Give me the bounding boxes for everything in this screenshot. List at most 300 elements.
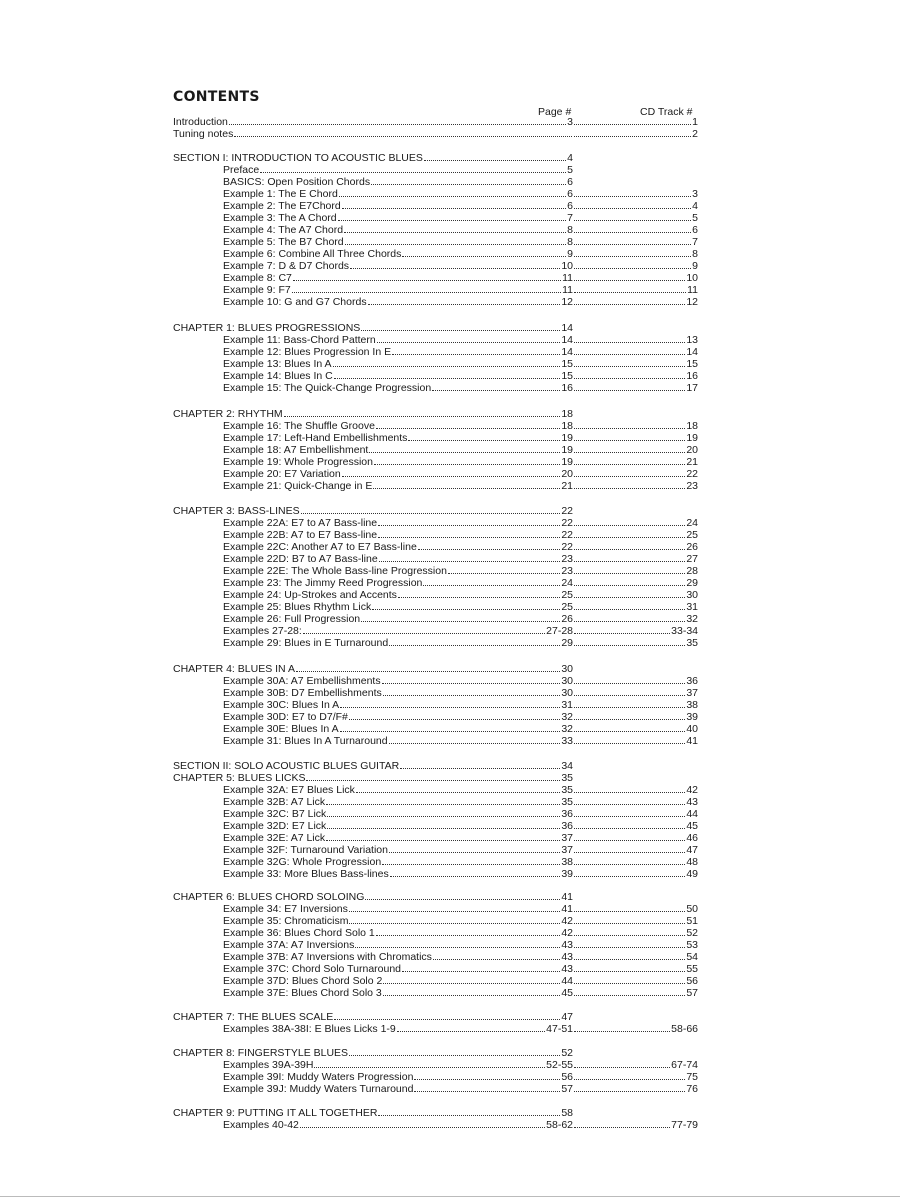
entry-page-number: 5 xyxy=(567,164,573,176)
entry-track-group xyxy=(573,939,698,951)
toc-example-entry xyxy=(173,248,698,260)
entry-cd-track: 18 xyxy=(686,420,698,432)
toc-example-entry xyxy=(173,358,698,370)
entry-page-group xyxy=(173,784,573,796)
entry-page-number: 4 xyxy=(567,152,573,164)
entry-cd-track: 32 xyxy=(686,613,698,625)
dot-leader xyxy=(574,208,691,209)
toc-example-entry xyxy=(173,963,698,975)
entry-track-group xyxy=(573,915,698,927)
entry-title: Example 24: Up-Strokes and Accents xyxy=(223,589,397,601)
entry-track-group xyxy=(573,212,698,224)
entry-page-number: 52 xyxy=(561,1047,573,1059)
entry-page-group xyxy=(173,987,573,999)
table-of-contents xyxy=(173,116,698,1131)
entry-track-group xyxy=(573,687,698,699)
toc-example-entry xyxy=(173,260,698,272)
dot-leader xyxy=(574,1031,670,1032)
entry-page-group xyxy=(173,808,573,820)
entry-page-number: 22 xyxy=(561,529,573,541)
entry-page-number: 11 xyxy=(562,272,573,284)
dot-leader xyxy=(574,1067,670,1068)
dot-leader xyxy=(574,935,685,936)
dot-leader xyxy=(574,959,685,960)
dot-leader xyxy=(574,743,685,744)
entry-page-number: 57 xyxy=(561,1083,573,1095)
dot-leader xyxy=(448,573,560,574)
entry-page-group xyxy=(173,236,573,248)
dot-leader xyxy=(574,585,685,586)
toc-example-entry xyxy=(173,529,698,541)
dot-leader xyxy=(376,428,560,429)
toc-example-entry xyxy=(173,699,698,711)
entry-page-group xyxy=(173,663,573,675)
entry-page-number: 14 xyxy=(561,334,573,346)
entry-cd-track: 2 xyxy=(692,128,698,140)
dot-leader xyxy=(382,864,560,865)
entry-track-group xyxy=(573,1059,698,1071)
entry-track-group xyxy=(573,613,698,625)
entry-page-group xyxy=(173,432,573,444)
dot-leader xyxy=(338,220,567,221)
entry-title: Example 16: The Shuffle Groove xyxy=(223,420,375,432)
entry-page-group xyxy=(173,200,573,212)
dot-leader xyxy=(260,172,566,173)
dot-leader xyxy=(402,971,560,972)
dot-leader xyxy=(574,452,685,453)
entry-page-group xyxy=(173,687,573,699)
entry-page-group xyxy=(173,796,573,808)
entry-page-number: 25 xyxy=(561,589,573,601)
entry-page-number: 42 xyxy=(561,927,573,939)
dot-leader xyxy=(383,995,561,996)
toc-group xyxy=(173,408,698,492)
toc-group xyxy=(173,1047,698,1095)
entry-page-group xyxy=(173,358,573,370)
entry-page-number: 15 xyxy=(561,358,573,370)
entry-page-number: 20 xyxy=(561,468,573,480)
dot-leader xyxy=(574,1127,670,1128)
entry-cd-track: 20 xyxy=(686,444,698,456)
entry-cd-track: 4 xyxy=(692,200,698,212)
entry-page-number: 26 xyxy=(561,613,573,625)
dot-leader xyxy=(292,292,561,293)
dot-leader xyxy=(423,585,560,586)
toc-section-entry xyxy=(173,152,698,164)
entry-track-group xyxy=(573,517,698,529)
entry-track-group xyxy=(573,784,698,796)
entry-page-number: 18 xyxy=(561,408,573,420)
entry-page-group xyxy=(173,468,573,480)
entry-page-group xyxy=(173,334,573,346)
entry-page-number: 18 xyxy=(561,420,573,432)
entry-page-number: 56 xyxy=(561,1071,573,1083)
entry-title: Example 22C: Another A7 to E7 Bass-line xyxy=(223,541,417,553)
entry-title: Example 32A: E7 Blues Lick xyxy=(223,784,355,796)
entry-page-number: 43 xyxy=(561,963,573,975)
entry-page-group xyxy=(173,589,573,601)
entry-title: CHAPTER 5: BLUES LICKS xyxy=(173,772,306,784)
dot-leader xyxy=(382,683,561,684)
dot-leader xyxy=(234,136,572,137)
entry-cd-track: 16 xyxy=(686,370,698,382)
entry-cd-track: 10 xyxy=(686,272,698,284)
entry-page-number: 41 xyxy=(561,891,573,903)
entry-track-group xyxy=(573,637,698,649)
dot-leader xyxy=(389,743,561,744)
entry-track-group xyxy=(573,832,698,844)
dot-leader xyxy=(433,959,560,960)
entry-cd-track: 12 xyxy=(686,296,698,308)
entry-title: SECTION I: INTRODUCTION TO ACOUSTIC BLUES xyxy=(173,152,423,164)
entry-page-group xyxy=(173,420,573,432)
entry-cd-track: 56 xyxy=(686,975,698,987)
entry-cd-track: 45 xyxy=(686,820,698,832)
entry-track-group xyxy=(573,370,698,382)
entry-page-number: 8 xyxy=(567,236,573,248)
entry-page-group xyxy=(173,963,573,975)
dot-leader xyxy=(372,609,560,610)
dot-leader xyxy=(574,804,685,805)
entry-page-number: 42 xyxy=(561,915,573,927)
entry-title: Example 30D: E7 to D7/F# xyxy=(223,711,348,723)
entry-cd-track: 14 xyxy=(686,346,698,358)
dot-leader xyxy=(355,947,560,948)
entry-page-number: 10 xyxy=(561,260,573,272)
entry-title: Preface xyxy=(223,164,260,176)
entry-page-group xyxy=(173,832,573,844)
toc-example-entry xyxy=(173,284,698,296)
dot-leader xyxy=(296,671,560,672)
toc-example-entry xyxy=(173,553,698,565)
entry-cd-track: 3 xyxy=(692,188,698,200)
dot-leader xyxy=(574,971,685,972)
entry-page-group xyxy=(173,541,573,553)
toc-example-entry xyxy=(173,1023,698,1035)
dot-leader xyxy=(574,537,685,538)
entry-title: Example 25: Blues Rhythm Lick xyxy=(223,601,372,613)
entry-cd-track: 25 xyxy=(686,529,698,541)
entry-track-group xyxy=(573,296,698,308)
toc-example-entry xyxy=(173,200,698,212)
entry-page-number: 25 xyxy=(561,601,573,613)
dot-leader xyxy=(376,935,561,936)
entry-title: SECTION II: SOLO ACOUSTIC BLUES GUITAR xyxy=(173,760,400,772)
entry-title: Example 37D: Blues Chord Solo 2 xyxy=(223,975,383,987)
dot-leader xyxy=(339,196,566,197)
toc-section-entry xyxy=(173,663,698,675)
dot-leader xyxy=(574,792,685,793)
dot-leader xyxy=(574,947,685,948)
entry-title: Examples 39A-39H xyxy=(223,1059,314,1071)
group-spacer xyxy=(173,140,698,152)
entry-track-group xyxy=(573,116,698,128)
entry-page-number: 34 xyxy=(561,760,573,772)
entry-cd-track: 77-79 xyxy=(671,1119,698,1131)
entry-cd-track: 37 xyxy=(686,687,698,699)
entry-cd-track: 17 xyxy=(686,382,698,394)
entry-title: Example 32D: E7 Lick xyxy=(223,820,327,832)
dot-leader xyxy=(574,525,685,526)
dot-leader xyxy=(327,828,560,829)
entry-track-group xyxy=(573,577,698,589)
page-title: CONTENTS xyxy=(173,89,260,105)
entry-title: Tuning notes xyxy=(173,128,234,140)
entry-page-number: 24 xyxy=(561,577,573,589)
dot-leader xyxy=(574,378,685,379)
entry-page-group xyxy=(173,844,573,856)
entry-title: CHAPTER 8: FINGERSTYLE BLUES xyxy=(173,1047,349,1059)
group-spacer xyxy=(173,1035,698,1047)
entry-track-group xyxy=(573,963,698,975)
entry-track-group xyxy=(573,444,698,456)
dot-leader xyxy=(414,1091,560,1092)
dot-leader xyxy=(574,428,685,429)
entry-cd-track: 11 xyxy=(687,284,698,296)
entry-page-number: 37 xyxy=(561,844,573,856)
dot-leader xyxy=(574,280,685,281)
entry-cd-track: 15 xyxy=(686,358,698,370)
entry-page-number: 3 xyxy=(567,116,573,128)
dot-leader xyxy=(574,621,685,622)
entry-title: Example 17: Left-Hand Embellishments xyxy=(223,432,408,444)
dot-leader xyxy=(574,561,685,562)
entry-track-group xyxy=(573,975,698,987)
entry-page-group xyxy=(173,408,573,420)
entry-page-group xyxy=(173,128,573,140)
entry-cd-track: 41 xyxy=(686,735,698,747)
entry-track-group xyxy=(573,769,698,772)
entry-page-number: 58-62 xyxy=(546,1119,573,1131)
dot-leader xyxy=(365,899,560,900)
entry-page-number: 9 xyxy=(567,248,573,260)
toc-example-entry xyxy=(173,951,698,963)
toc-example-entry xyxy=(173,975,698,987)
entry-page-group xyxy=(173,212,573,224)
dot-leader xyxy=(574,731,685,732)
entry-title: Example 34: E7 Inversions xyxy=(223,903,348,915)
entry-title: Example 11: Bass-Chord Pattern xyxy=(223,334,376,346)
toc-section-entry xyxy=(173,505,698,517)
entry-page-group xyxy=(173,517,573,529)
dot-leader xyxy=(326,804,560,805)
entry-page-group xyxy=(173,505,573,517)
toc-example-entry xyxy=(173,565,698,577)
entry-page-group xyxy=(173,224,573,236)
entry-title: Example 37B: A7 Inversions with Chromatics xyxy=(223,951,432,963)
entry-page-group xyxy=(173,975,573,987)
entry-track-group xyxy=(573,468,698,480)
dot-leader xyxy=(340,707,560,708)
dot-leader xyxy=(574,983,685,984)
entry-track-group xyxy=(573,903,698,915)
toc-group xyxy=(173,663,698,747)
dot-leader xyxy=(574,995,685,996)
page-number-header: Page # xyxy=(538,106,572,118)
entry-track-group xyxy=(573,1071,698,1083)
entry-cd-track: 43 xyxy=(686,796,698,808)
toc-example-entry xyxy=(173,903,698,915)
entry-track-group xyxy=(573,128,698,140)
entry-page-group xyxy=(173,322,573,334)
entry-title: Example 32E: A7 Lick xyxy=(223,832,326,844)
entry-track-group xyxy=(573,260,698,272)
entry-cd-track: 52 xyxy=(686,927,698,939)
toc-example-entry xyxy=(173,856,698,868)
group-spacer xyxy=(173,999,698,1011)
entry-track-group xyxy=(573,699,698,711)
toc-example-entry xyxy=(173,480,698,492)
dot-leader xyxy=(383,983,560,984)
dot-leader xyxy=(334,378,561,379)
toc-section-entry xyxy=(173,1107,698,1119)
entry-page-number: 43 xyxy=(561,939,573,951)
entry-track-group xyxy=(573,456,698,468)
entry-track-group xyxy=(573,589,698,601)
dot-leader xyxy=(349,923,560,924)
entry-page-number: 45 xyxy=(561,987,573,999)
entry-page-group xyxy=(173,1023,573,1035)
entry-cd-track: 49 xyxy=(686,868,698,880)
entry-cd-track: 9 xyxy=(692,260,698,272)
dot-leader xyxy=(574,136,691,137)
entry-page-group xyxy=(173,1059,573,1071)
dot-leader xyxy=(574,488,685,489)
entry-page-group xyxy=(173,444,573,456)
dot-leader xyxy=(574,244,691,245)
dot-leader xyxy=(390,876,561,877)
toc-section-entry xyxy=(173,772,698,784)
toc-example-entry xyxy=(173,296,698,308)
entry-page-number: 23 xyxy=(561,565,573,577)
entry-title: Example 31: Blues In A Turnaround xyxy=(223,735,388,747)
entry-page-group xyxy=(173,856,573,868)
entry-title: CHAPTER 3: BASS-LINES xyxy=(173,505,300,517)
entry-page-group xyxy=(173,613,573,625)
dot-leader xyxy=(574,633,670,634)
entry-title: BASICS: Open Position Chords xyxy=(223,176,371,188)
entry-track-group xyxy=(573,1119,698,1131)
toc-section-entry xyxy=(173,760,698,772)
toc-example-entry xyxy=(173,723,698,735)
entry-title: CHAPTER 9: PUTTING IT ALL TOGETHER xyxy=(173,1107,378,1119)
toc-example-entry xyxy=(173,844,698,856)
toc-example-entry xyxy=(173,832,698,844)
dot-leader xyxy=(574,292,686,293)
dot-leader xyxy=(574,923,685,924)
entry-page-number: 58 xyxy=(561,1107,573,1119)
entry-track-group xyxy=(573,236,698,248)
toc-example-entry xyxy=(173,444,698,456)
dot-leader xyxy=(574,1079,685,1080)
entry-cd-track: 50 xyxy=(686,903,698,915)
dot-leader xyxy=(424,160,566,161)
entry-page-number: 7 xyxy=(567,212,573,224)
dot-leader xyxy=(340,731,561,732)
entry-page-group xyxy=(173,382,573,394)
entry-page-number: 31 xyxy=(561,699,573,711)
entry-page-number: 6 xyxy=(567,200,573,212)
toc-section-entry xyxy=(173,1011,698,1023)
entry-track-group xyxy=(573,420,698,432)
dot-leader xyxy=(342,208,566,209)
entry-title: Example 22B: A7 to E7 Bass-line xyxy=(223,529,378,541)
dot-leader xyxy=(284,416,561,417)
toc-group xyxy=(173,322,698,394)
toc-group xyxy=(173,116,698,140)
dot-leader xyxy=(334,1019,560,1020)
dot-leader xyxy=(300,1127,545,1128)
dot-leader xyxy=(389,852,560,853)
entry-page-number: 21 xyxy=(561,480,573,492)
entry-title: Example 33: More Blues Bass-lines xyxy=(223,868,389,880)
entry-track-group xyxy=(573,675,698,687)
dot-leader xyxy=(344,232,566,233)
dot-leader xyxy=(432,390,560,391)
entry-page-number: 22 xyxy=(561,505,573,517)
entry-title: Example 2: The E7Chord xyxy=(223,200,341,212)
toc-example-entry xyxy=(173,939,698,951)
entry-page-group xyxy=(173,927,573,939)
entry-cd-track: 29 xyxy=(686,577,698,589)
entry-title: Example 15: The Quick-Change Progression xyxy=(223,382,432,394)
entry-track-group xyxy=(573,272,698,284)
entry-cd-track: 55 xyxy=(686,963,698,975)
dot-leader xyxy=(574,683,685,684)
entry-cd-track: 67-74 xyxy=(671,1059,698,1071)
entry-page-group xyxy=(173,772,573,784)
entry-track-group xyxy=(573,844,698,856)
entry-page-number: 8 xyxy=(567,224,573,236)
dot-leader xyxy=(574,609,685,610)
entry-cd-track: 46 xyxy=(686,832,698,844)
entry-page-number: 35 xyxy=(561,784,573,796)
dot-leader xyxy=(574,464,685,465)
entry-page-group xyxy=(173,248,573,260)
dot-leader xyxy=(574,573,685,574)
entry-page-group xyxy=(173,760,573,772)
entry-track-group xyxy=(573,711,698,723)
toc-example-entry xyxy=(173,675,698,687)
dot-leader xyxy=(398,597,560,598)
entry-page-group xyxy=(173,272,573,284)
entry-page-group xyxy=(173,346,573,358)
entry-page-number: 38 xyxy=(561,856,573,868)
toc-example-entry xyxy=(173,796,698,808)
entry-cd-track: 58-66 xyxy=(671,1023,698,1035)
entry-track-group xyxy=(573,432,698,444)
entry-title: Example 9: F7 xyxy=(223,284,291,296)
entry-page-group xyxy=(173,188,573,200)
dot-leader xyxy=(369,452,560,453)
dot-leader xyxy=(368,304,561,305)
entry-page-number: 14 xyxy=(561,346,573,358)
dot-leader xyxy=(574,864,685,865)
entry-cd-track: 44 xyxy=(686,808,698,820)
toc-section-entry xyxy=(173,1047,698,1059)
entry-page-group xyxy=(173,480,573,492)
toc-example-entry xyxy=(173,1083,698,1095)
toc-example-entry xyxy=(173,601,698,613)
entry-page-number: 30 xyxy=(561,675,573,687)
dot-leader xyxy=(574,695,685,696)
toc-example-entry xyxy=(173,517,698,529)
entry-page-number: 19 xyxy=(561,456,573,468)
dot-leader xyxy=(345,244,567,245)
group-spacer xyxy=(173,880,698,891)
entry-track-group xyxy=(573,601,698,613)
entry-page-group xyxy=(173,296,573,308)
